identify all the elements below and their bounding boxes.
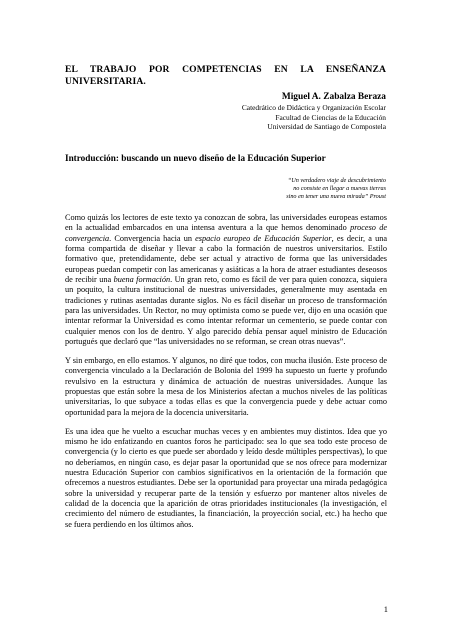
italic-term: espacio europeo de Educación Superior: [195, 233, 332, 243]
page-number: 1: [383, 604, 388, 614]
paragraph-text: . Un gran reto, como es fácil de ver para quien conozca, siquiera un poquito, la cultura institucional de nuestras universidades, generalmente muy asentada en tradiciones y rutinas asentadas durante siglos. No es fácil diseñar un proceso de transformación para las universidades. Un Rector, no muy optimista como se puede ver, dijo en una ocasión que intentar reformar la Universidad es como intentar reformar un cementerio, se puede contar con cualquier menos con los de dentro. Y algo parecido debía pensar aquel ministro de Educación portugués que declaró que “las universidades no se reforman, se crean otras nuevas”.: [65, 275, 387, 347]
author-position: Catedrático de Didáctica y Organización Escolar: [241, 103, 386, 112]
paragraph-text: , es decir, a una forma compartida de diseñar y llevar a cabo la formación de nuestros universitarios. Estilo formativo que, pretendidamente, debe ser actual y atractivo de forma que las universidades europeas puedan competir con las americanas y asiáticas a la hora de atraer estudiantes deseosos de recibir una: [65, 233, 387, 285]
italic-term: proceso de convergencia: [65, 223, 387, 243]
section-heading: Introducción: buscando un nuevo diseño de la Educación Superior: [65, 153, 326, 163]
italic-term: buena formación: [113, 275, 171, 285]
author-name: Miguel A. Zabalza Beraza: [281, 92, 386, 102]
author-block: [146, 91, 386, 132]
document-title: EL TRABAJO POR COMPETENCIAS EN LA ENSEÑANZA UNIVERSITARIA.: [65, 64, 386, 87]
epigraph-line: “Un verdadero viaje de descubrimiento: [287, 177, 386, 184]
epigraph-line: sino en tener una nueva mirada” Proust: [286, 193, 386, 200]
paragraph: [65, 213, 387, 347]
paragraph-text: Como quizás los lectores de este texto ya conozcan de sobra, las universidades europeas estamos en la actualidad embarcados en una intensa aventura a la que hemos denominado: [65, 213, 387, 233]
author-university: Universidad de Santiago de Compostela: [267, 122, 386, 132]
epigraph: [186, 177, 386, 201]
epigraph-line: no consiste en llegar a nuevas tierras: [293, 185, 386, 192]
paragraph-text: . Convergencia hacia un: [109, 233, 196, 243]
author-faculty: Facultad de Ciencias de la Educación: [275, 112, 386, 122]
body-text: [65, 213, 387, 538]
paragraph: Y sin embargo, en ello estamos. Y algunos, no diré que todos, con mucha ilusión. Este proceso de convergencia vinculado a la Declaración de Bolonia del 1999 ha supuesto un fuerte y profundo revulsivo en la estructura y dinámica de actuación de nuestras universidades. Aunque las propuestas que están sobre la mesa de los Ministerios afectan a muchos niveles de las políticas universitarias, lo que subyace a todas ellas es que la convergencia puede y debe actuar como oportunidad para la mejora de la docencia universitaria.: [65, 355, 387, 417]
paragraph: Es una idea que he vuelto a escuchar muchas veces y en ambientes muy distintos. Idea que yo mismo he ido enfatizando en cuantos foros he participado: sea lo que sea todo este proceso de convergencia (y lo cierto es que puede ser abordado y leído desde múltiples perspectivas), lo que no deberíamos, en ningún caso, es dejar pasar la oportunidad que se nos ofrece para modernizar nuestra Educación Superior con cambios significativos en la orientación de la formación que ofrecemos a nuestros estudiantes. Debe ser la oportunidad para proyectar una mirada pedagógica sobre la universidad y recuperar parte de la tensión y esfuerzo por mantener altos niveles de calidad de la docencia que la aparición de otras prioridades institucionales (la investigación, el crecimiento del número de estudiantes, la financiación, la proyección social, etc.) ha hecho que se fuera perdiendo en los últimos años.: [65, 426, 387, 529]
